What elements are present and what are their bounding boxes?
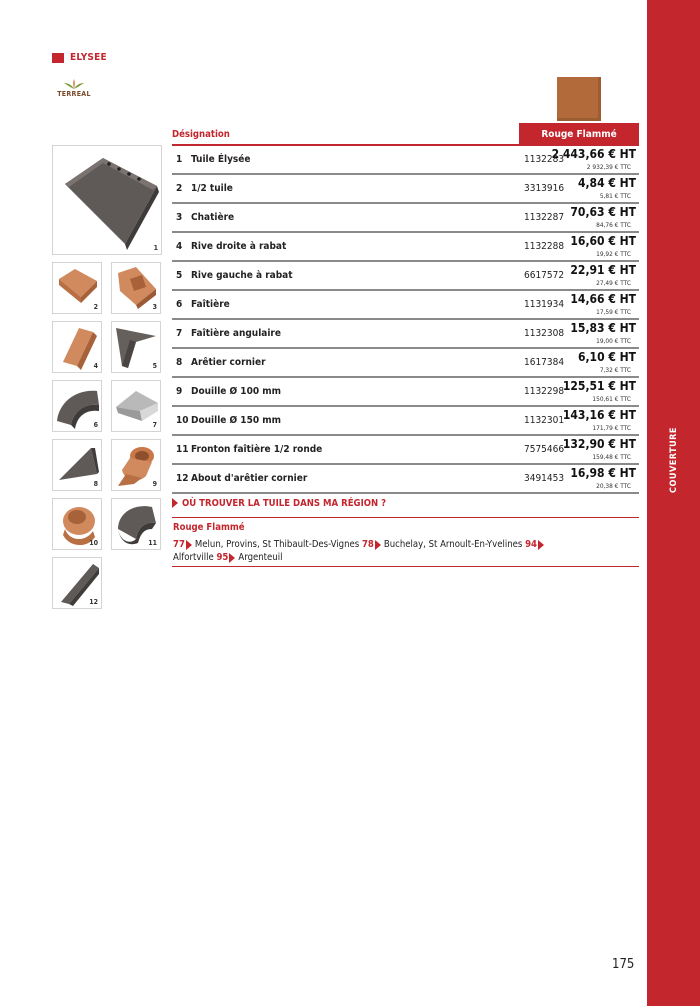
color-header: Rouge Flammé <box>519 123 639 146</box>
row-designation: 1/2 tuile <box>191 183 233 194</box>
table-header <box>172 123 639 146</box>
thumbnail-number: 5 <box>152 362 157 370</box>
row-price-ht: 14,66 € HT <box>570 292 636 306</box>
thumbnail-5 <box>111 321 161 373</box>
page-number: 175 <box>612 957 635 972</box>
row-designation: Arêtier cornier <box>191 357 266 368</box>
table-row <box>172 204 639 233</box>
row-designation: Tuile Élysée <box>191 154 251 165</box>
row-price-ht: 2 443,66 € HT <box>551 147 636 161</box>
locations-line-2 <box>173 552 282 563</box>
arrow-right-icon <box>229 553 235 563</box>
table-row <box>172 233 639 262</box>
thumbnail-12 <box>52 557 102 609</box>
table-row <box>172 320 639 349</box>
row-number: 7 <box>176 328 183 339</box>
table-row <box>172 436 639 465</box>
thumbnail-11 <box>111 498 161 550</box>
table-row <box>172 291 639 320</box>
row-designation: Chatière <box>191 212 235 223</box>
row-designation: Fronton faîtière 1/2 ronde <box>191 444 323 455</box>
row-reference: 1132301 <box>524 415 565 426</box>
row-price-ttc: 7,32 € TTC <box>599 366 631 374</box>
thumbnail-number: 11 <box>148 539 157 547</box>
table-row <box>172 349 639 378</box>
row-reference: 3491453 <box>524 473 565 484</box>
terreal-leaf-icon <box>61 78 87 90</box>
price-table <box>172 123 639 494</box>
row-price-ht: 143,16 € HT <box>562 408 636 422</box>
thumbnail-1 <box>52 145 162 255</box>
row-designation: Rive droite à rabat <box>191 241 287 252</box>
locations-line-1 <box>173 539 547 550</box>
thumbnail-9 <box>111 439 161 491</box>
row-reference: 7575466 <box>524 444 565 455</box>
row-price-ht: 132,90 € HT <box>562 437 636 451</box>
row-price-ttc: 19,92 € TTC <box>596 250 631 258</box>
row-price-ht: 15,83 € HT <box>570 321 636 335</box>
thumbnail-number: 7 <box>152 421 157 429</box>
row-reference: 1132288 <box>524 241 565 252</box>
row-number: 11 <box>176 444 189 455</box>
row-price-ht: 125,51 € HT <box>562 379 636 393</box>
section-title: ELYSEE <box>70 52 107 63</box>
dept-number: 95 <box>216 552 229 563</box>
region-color-name: Rouge Flammé <box>173 522 245 533</box>
table-row <box>172 175 639 204</box>
section-header <box>52 52 107 63</box>
row-price-ht: 70,63 € HT <box>570 205 636 219</box>
row-number: 10 <box>176 415 189 426</box>
row-reference: 1132308 <box>524 328 565 339</box>
row-price-ttc: 171,79 € TTC <box>592 424 631 432</box>
row-price-ht: 6,10 € HT <box>577 350 636 364</box>
thumbnail-number: 10 <box>89 539 98 547</box>
row-price-ht: 16,98 € HT <box>570 466 636 480</box>
side-tab <box>647 0 700 1006</box>
thumbnail-number: 8 <box>93 480 98 488</box>
row-price-ttc: 19,00 € TTC <box>596 337 631 345</box>
row-reference: 1132283 <box>524 154 565 165</box>
where-to-find-title: OÙ TROUVER LA TUILE DANS MA RÉGION ? <box>182 498 387 509</box>
arrow-right-icon <box>375 540 381 550</box>
thumbnail-8 <box>52 439 102 491</box>
row-price-ttc: 5,81 € TTC <box>599 192 631 200</box>
thumbnail-number: 4 <box>93 362 98 370</box>
row-price-ht: 16,60 € HT <box>570 234 636 248</box>
row-price-ht: 22,91 € HT <box>570 263 636 277</box>
row-number: 5 <box>176 270 183 281</box>
row-designation: Douille Ø 100 mm <box>191 386 281 397</box>
table-row <box>172 407 639 436</box>
table-row <box>172 146 639 175</box>
row-reference: 1617384 <box>524 357 565 368</box>
row-designation: Faîtière <box>191 299 230 310</box>
color-swatch <box>557 77 601 121</box>
row-reference: 1132298 <box>524 386 565 397</box>
cities: Argenteuil <box>238 552 283 563</box>
tile-elysee-icon <box>53 146 163 256</box>
arrow-right-icon <box>172 498 178 508</box>
thumbnail-7 <box>111 380 161 432</box>
row-price-ttc: 2 932,39 € TTC <box>586 163 631 171</box>
row-number: 4 <box>176 241 183 252</box>
row-number: 3 <box>176 212 183 223</box>
row-price-ttc: 27,49 € TTC <box>596 279 631 287</box>
divider <box>172 566 639 567</box>
row-price-ht: 4,84 € HT <box>577 176 636 190</box>
row-number: 2 <box>176 183 183 194</box>
row-number: 8 <box>176 357 183 368</box>
row-reference: 1131934 <box>524 299 565 310</box>
thumbnail-number: 1 <box>153 244 158 252</box>
cities: Buchelay, St Arnoult-En-Yvelines <box>383 539 523 550</box>
row-number: 1 <box>176 154 183 165</box>
thumbnail-4 <box>52 321 102 373</box>
row-price-ttc: 159,48 € TTC <box>592 453 631 461</box>
brand-logo <box>54 78 94 98</box>
where-to-find-header <box>172 498 639 518</box>
dept-number: 77 <box>173 539 185 550</box>
thumbnail-10 <box>52 498 102 550</box>
thumbnail-number: 6 <box>93 421 98 429</box>
brand-name: TERREAL <box>57 90 91 98</box>
row-price-ttc: 17,59 € TTC <box>596 308 631 316</box>
table-row <box>172 465 639 494</box>
row-price-ttc: 150,61 € TTC <box>592 395 631 403</box>
row-number: 6 <box>176 299 183 310</box>
cities: Alfortville <box>173 552 214 563</box>
row-price-ttc: 20,38 € TTC <box>596 482 631 490</box>
thumbnail-2 <box>52 262 102 314</box>
cities: Melun, Provins, St Thibault-Des-Vignes <box>194 539 360 550</box>
row-number: 12 <box>176 473 189 484</box>
row-reference: 1132287 <box>524 212 565 223</box>
row-number: 9 <box>176 386 183 397</box>
row-designation: Faîtière angulaire <box>191 328 281 339</box>
thumbnail-number: 12 <box>89 598 98 606</box>
designation-header: Désignation <box>172 129 230 140</box>
thumbnail-3 <box>111 262 161 314</box>
dept-number: 78 <box>361 539 374 550</box>
thumbnail-number: 2 <box>93 303 98 311</box>
dept-number: 94 <box>525 539 537 550</box>
thumbnail-number: 3 <box>152 303 157 311</box>
row-designation: Rive gauche à rabat <box>191 270 293 281</box>
row-designation: About d'arêtier cornier <box>191 473 308 484</box>
arrow-right-icon <box>538 540 544 550</box>
row-reference: 3313916 <box>524 183 565 194</box>
thumbnail-6 <box>52 380 102 432</box>
row-designation: Douille Ø 150 mm <box>191 415 281 426</box>
thumbnail-number: 9 <box>152 480 157 488</box>
table-row <box>172 262 639 291</box>
arrow-right-icon <box>186 540 192 550</box>
section-marker <box>52 53 64 63</box>
row-price-ttc: 84,76 € TTC <box>596 221 631 229</box>
table-row <box>172 378 639 407</box>
side-tab-label: COUVERTURE <box>669 427 679 493</box>
table-body <box>172 146 639 494</box>
row-reference: 6617572 <box>524 270 565 281</box>
